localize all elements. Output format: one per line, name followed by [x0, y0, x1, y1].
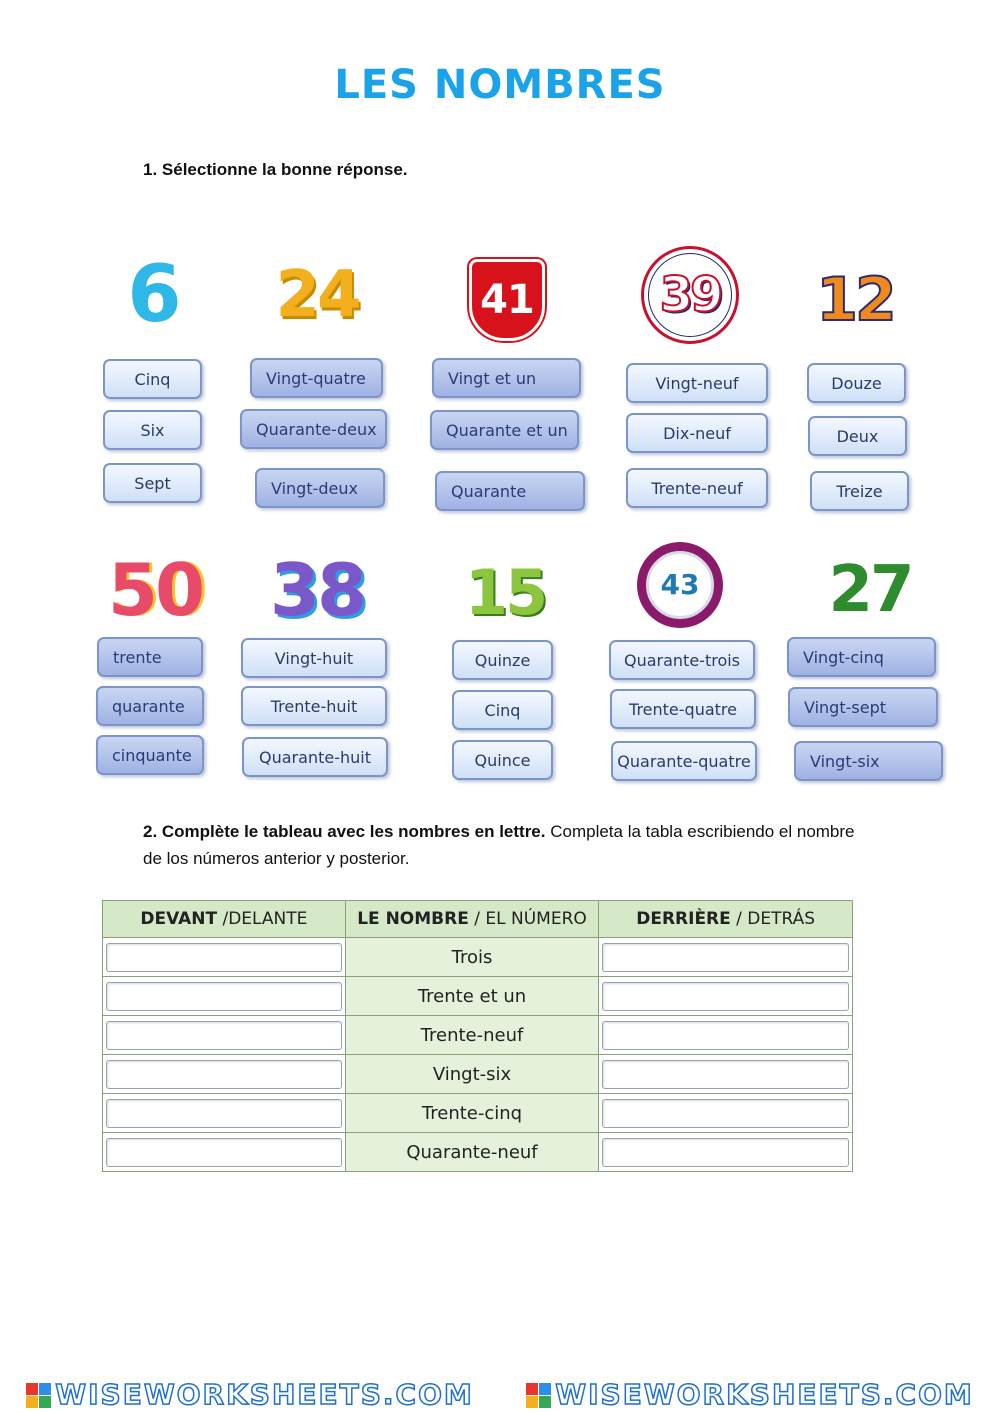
number-cell: Quarante-neuf: [345, 1133, 599, 1172]
number-27-label: 27: [828, 553, 912, 627]
number-picture-6: [98, 240, 208, 350]
watermark-block-2: [526, 1378, 974, 1411]
number-cell: Trente-neuf: [345, 1016, 599, 1055]
header-le-nombre: LE NOMBRE / EL NÚMERO: [345, 901, 599, 938]
q41-option-3[interactable]: Quarante: [435, 471, 585, 511]
q6-option-3[interactable]: Sept: [103, 463, 202, 503]
number-50-label: 50: [107, 548, 203, 632]
q6-option-1[interactable]: Cinq: [103, 359, 202, 399]
q41-option-1[interactable]: Vingt et un: [432, 358, 581, 398]
table-row: [103, 1133, 853, 1172]
page-title: LES NOMBRES: [334, 62, 666, 108]
number-39-label: 39: [659, 267, 721, 323]
q12-option-2[interactable]: Deux: [808, 416, 907, 456]
number-6-label: 6: [127, 250, 179, 340]
q50-option-1[interactable]: trente: [97, 637, 203, 677]
q6-option-2[interactable]: Six: [103, 410, 202, 450]
number-15-label: 15: [464, 556, 546, 629]
footer-watermark: [0, 1378, 1000, 1410]
q39-option-2[interactable]: Dix-neuf: [626, 413, 768, 453]
devant-input-3[interactable]: [106, 1021, 342, 1050]
circle-badge-icon: [637, 542, 723, 628]
q15-option-3[interactable]: Quince: [452, 740, 553, 780]
q24-option-3[interactable]: Vingt-deux: [255, 468, 385, 508]
section2-instruction-bold: 2. Complète le tableau avec les nombres en lettre.: [143, 822, 546, 841]
wiseworksheets-logo-icon: [26, 1383, 51, 1408]
section1-instruction: 1. Sélectionne la bonne réponse.: [143, 160, 408, 179]
number-picture-39: [635, 240, 745, 350]
q15-option-1[interactable]: Quinze: [452, 640, 553, 680]
table-row: [103, 1016, 853, 1055]
number-picture-27: [815, 535, 925, 645]
q43-option-1[interactable]: Quarante-trois: [609, 640, 755, 680]
derriere-input-4[interactable]: [602, 1060, 849, 1089]
q24-option-1[interactable]: Vingt-quatre: [250, 358, 383, 398]
devant-input-2[interactable]: [106, 982, 342, 1011]
watermark-block-1: [26, 1378, 474, 1411]
header-devant: DEVANT /DELANTE: [103, 901, 346, 938]
q50-option-3[interactable]: cinquante: [96, 735, 204, 775]
derriere-input-2[interactable]: [602, 982, 849, 1011]
watermark-text: WISEWORKSHEETS.COM: [55, 1377, 474, 1411]
q15-option-2[interactable]: Cinq: [452, 690, 553, 730]
q24-option-2[interactable]: Quarante-deux: [240, 409, 387, 449]
number-picture-43: [625, 530, 735, 640]
number-12-label: 12: [816, 265, 894, 335]
derriere-input-5[interactable]: [602, 1099, 849, 1128]
derriere-input-1[interactable]: [602, 943, 849, 972]
section2-instruction: [143, 818, 863, 872]
number-picture-38: [262, 535, 372, 645]
number-cell: Vingt-six: [345, 1055, 599, 1094]
wiseworksheets-logo-icon: [526, 1383, 551, 1408]
section2-instruction-rest: Completa la tabla escribiendo el nombre de los números anterior y posterior.: [143, 822, 855, 868]
number-cell: Trente-cinq: [345, 1094, 599, 1133]
devant-input-5[interactable]: [106, 1099, 342, 1128]
q12-option-3[interactable]: Treize: [810, 471, 909, 511]
q50-option-2[interactable]: quarante: [96, 686, 204, 726]
devant-input-6[interactable]: [106, 1138, 342, 1167]
q38-option-2[interactable]: Trente-huit: [241, 686, 387, 726]
number-cell: Trente et un: [345, 977, 599, 1016]
watermark-text: WISEWORKSHEETS.COM: [555, 1377, 974, 1411]
devant-input-1[interactable]: [106, 943, 342, 972]
number-43-label: 43: [660, 568, 700, 601]
number-picture-12: [800, 245, 910, 355]
devant-input-4[interactable]: [106, 1060, 342, 1089]
number-picture-15: [450, 538, 560, 648]
q38-option-1[interactable]: Vingt-huit: [241, 638, 387, 678]
q41-option-2[interactable]: Quarante et un: [430, 410, 579, 450]
header-derriere: DERRIÈRE / DETRÁS: [599, 901, 853, 938]
table-row: [103, 977, 853, 1016]
number-cell: Trois: [345, 938, 599, 977]
table-row: [103, 1055, 853, 1094]
q43-option-2[interactable]: Trente-quatre: [610, 689, 756, 729]
number-picture-41: [452, 245, 562, 355]
q27-option-1[interactable]: Vingt-cinq: [787, 637, 936, 677]
derriere-input-6[interactable]: [602, 1138, 849, 1167]
q27-option-3[interactable]: Vingt-six: [794, 741, 943, 781]
table-row: [103, 938, 853, 977]
q27-option-2[interactable]: Vingt-sept: [788, 687, 938, 727]
number-38-label: 38: [269, 548, 365, 632]
number-41-label: 41: [480, 277, 534, 323]
table-header-row: [103, 901, 853, 938]
q38-option-3[interactable]: Quarante-huit: [242, 737, 388, 777]
table-row: [103, 1094, 853, 1133]
number-picture-24: [262, 240, 372, 350]
q43-option-3[interactable]: Quarante-quatre: [611, 741, 757, 781]
shield-badge-icon: [469, 259, 545, 341]
number-24-label: 24: [275, 258, 359, 332]
number-picture-50: [100, 535, 210, 645]
circle-badge-icon: [641, 246, 739, 344]
q39-option-3[interactable]: Trente-neuf: [626, 468, 768, 508]
numbers-table: [102, 900, 853, 1172]
q12-option-1[interactable]: Douze: [807, 363, 906, 403]
derriere-input-3[interactable]: [602, 1021, 849, 1050]
q39-option-1[interactable]: Vingt-neuf: [626, 363, 768, 403]
